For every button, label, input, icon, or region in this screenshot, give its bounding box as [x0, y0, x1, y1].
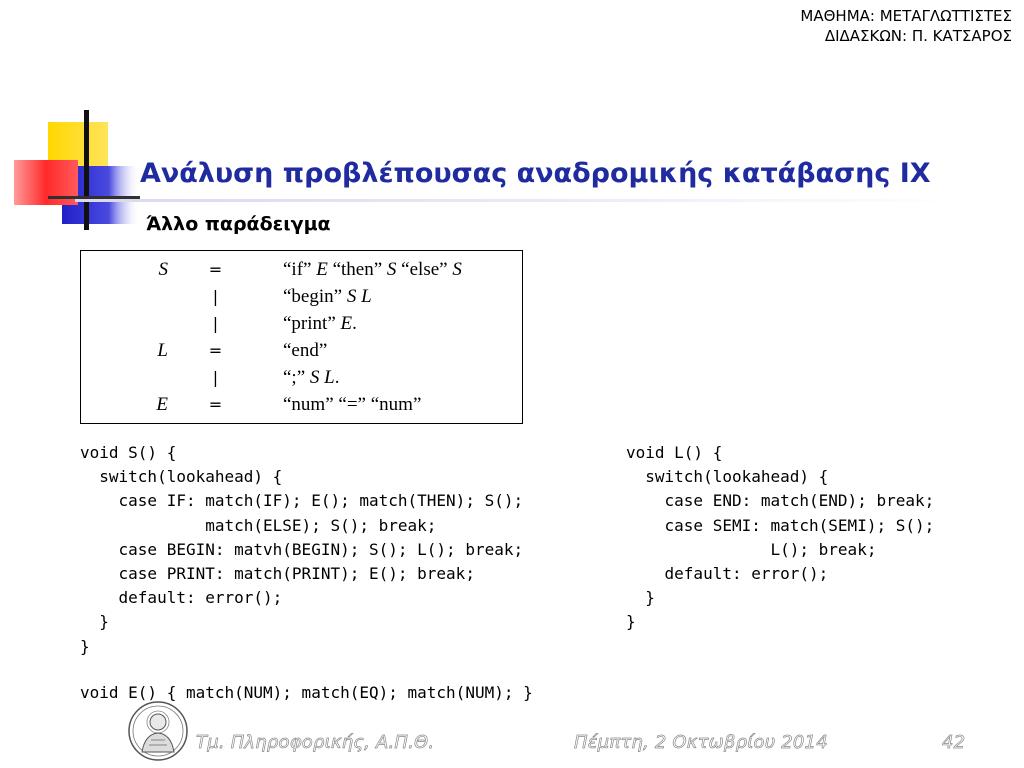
footer-page-number: 42: [942, 732, 966, 753]
grammar-rhs: [263, 256, 462, 283]
instructor-label: ΔΙΔΑΣΚΩΝ: Π. ΚΑΤΣΑΡΟΣ: [824, 27, 1012, 45]
grammar-nonterminal: E: [340, 312, 353, 334]
grammar-rule-row: [81, 310, 462, 337]
title-underline: [75, 196, 965, 206]
grammar-rule-row: [81, 283, 462, 310]
grammar-terminal: .: [352, 312, 357, 334]
grammar-operator: =: [208, 341, 223, 360]
code-function-l: void L() { switch(lookahead) { case END: match(END); break; case SEMI: match(SEMI); S(); L(); break; default: error(); } }: [626, 443, 935, 632]
grammar-rhs: [263, 337, 462, 364]
grammar-rule-row: [81, 391, 462, 418]
grammar-rule-row: [81, 364, 462, 391]
grammar-lhs: [81, 310, 168, 337]
slide-subtitle: Άλλο παράδειγμα: [146, 213, 331, 235]
code-function-s: void S() { switch(lookahead) { case IF: match(IF); E(); match(THEN); S(); match(ELSE); S(); break; case BEGIN: matvh(BEGIN); S(); L(); break; case PRINT: match(PRINT); E(); break; default: error(); } }: [80, 443, 524, 656]
grammar-nonterminal: E: [316, 258, 328, 280]
footer-department: Τμ. Πληροφορικής, Α.Π.Θ.: [196, 732, 435, 753]
footer-date: Πέμπτη, 2 Οκτωβρίου 2014: [574, 732, 828, 753]
grammar-operator: =: [208, 260, 223, 279]
grammar-terminal: “begin”: [283, 285, 347, 307]
grammar-rule-row: [81, 256, 462, 283]
grammar-terminal: “;”: [283, 366, 310, 388]
grammar-box: [80, 250, 523, 424]
grammar-operator: |: [212, 368, 219, 387]
grammar-operator: |: [212, 287, 219, 306]
grammar-terminal: .: [334, 366, 340, 388]
grammar-lhs: E: [156, 393, 168, 415]
vertical-bar: [84, 110, 89, 230]
grammar-rule-row: [81, 337, 462, 364]
grammar-nonterminal: S: [452, 258, 462, 280]
grammar-nonterminal: S: [386, 258, 397, 280]
grammar-operator: =: [208, 395, 223, 414]
grammar-terminal: “print”: [283, 312, 341, 334]
grammar-rhs: [263, 364, 462, 391]
grammar-lhs: L: [157, 339, 168, 361]
grammar-terminal: “if”: [283, 258, 317, 280]
grammar-terminal: “then”: [327, 258, 387, 280]
university-seal-icon: [127, 700, 189, 762]
grammar-lhs: [81, 364, 168, 391]
grammar-rhs: [263, 310, 462, 337]
slide-header: [800, 6, 1012, 46]
code-function-e: void E() { match(NUM); match(EQ); match(NUM); }: [80, 683, 533, 702]
grammar-terminal: “num” “=” “num”: [283, 393, 422, 415]
slide-title: Ανάλυση προβλέπουσας αναδρομικής κατάβασης IX: [140, 158, 931, 189]
grammar-rhs: [263, 391, 462, 418]
grammar-lhs: [81, 283, 168, 310]
grammar-lhs: S: [158, 258, 168, 280]
grammar-operator: |: [212, 314, 219, 333]
grammar-nonterminal: S L: [309, 366, 335, 388]
grammar-rhs: [263, 283, 462, 310]
grammar-nonterminal: S L: [346, 285, 372, 307]
grammar-table: [81, 256, 462, 418]
course-label: ΜΑΘΗΜΑ: ΜΕΤΑΓΛΩΤΤΙΣΤΕΣ: [800, 7, 1012, 25]
grammar-terminal: “end”: [283, 339, 328, 361]
grammar-terminal: “else”: [396, 258, 453, 280]
